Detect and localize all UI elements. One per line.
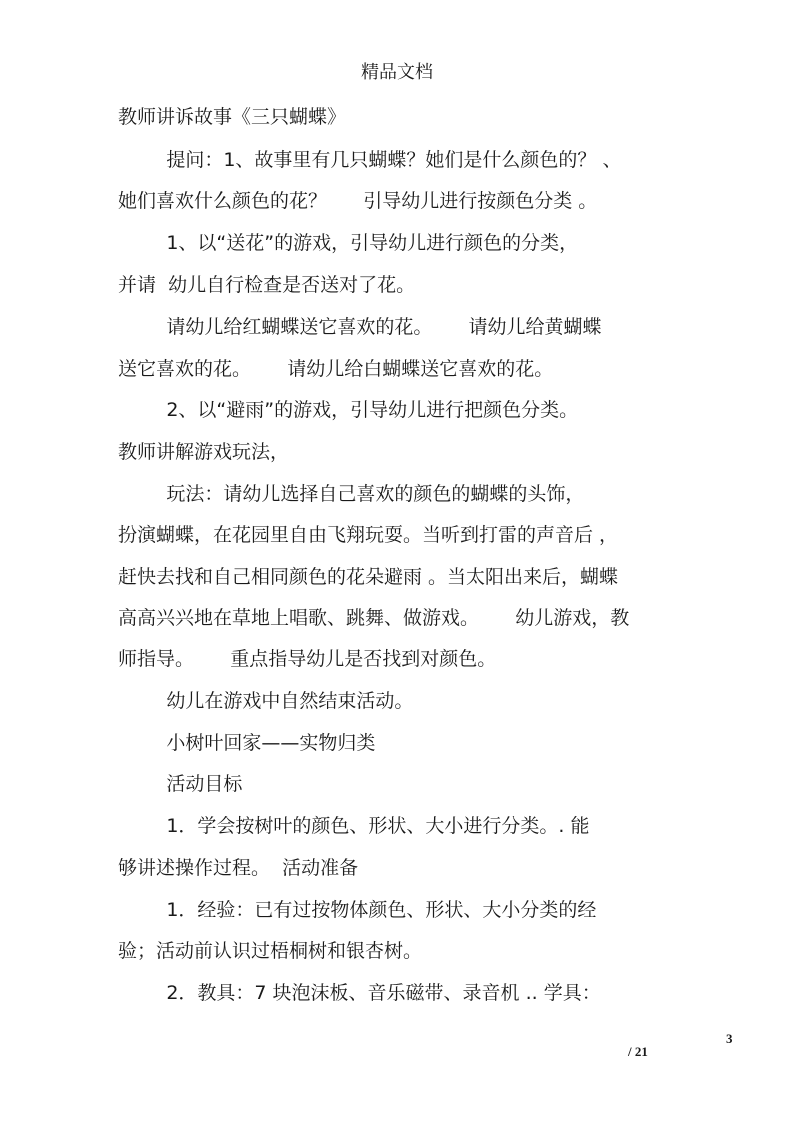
page-number: 3 (726, 1031, 733, 1046)
text-line: 1．经验：已有过按物体颜色、形状、大小分类的经 (118, 899, 597, 921)
text-line: 送它喜欢的花。 请幼儿给白蝴蝶送它喜欢的花。 (118, 358, 554, 380)
text-line: 2．教具：7 块泡沫板、音乐磁带、录音机 .. 学具： (118, 982, 601, 1004)
text-line: 她们喜欢什么颜色的花？ 引导幼儿进行按颜色分类 。 (118, 190, 598, 212)
text-line: 扮演蝴蝶，在花园里自由飞翔玩耍。当听到打雷的声音后 ， (118, 524, 619, 546)
text-line: 提问：1、故事里有几只蝴蝶？她们是什么颜色的？ 、 (118, 149, 622, 171)
text-line: 幼儿在游戏中自然结束活动。 (118, 690, 414, 712)
text-line: 小树叶回家——实物归类 (118, 732, 376, 754)
text-line: 活动目标 (118, 773, 243, 795)
page-total: / 21 (628, 1044, 648, 1059)
text-line: 验；活动前认识过梧桐树和银杏树。 (118, 940, 423, 962)
text-line: 并请 幼儿自行检查是否送对了花。 (118, 274, 416, 296)
text-line: 教师讲诉故事《三只蝴蝶》 (118, 106, 347, 128)
text-line: 请幼儿给红蝴蝶送它喜欢的花。 请幼儿给黄蝴蝶 (118, 316, 602, 338)
text-line: 1、以“送花”的游戏，引导幼儿进行颜色的分类， (118, 232, 579, 254)
text-line: 2、以“避雨”的游戏，引导幼儿进行把颜色分类。 (118, 399, 579, 421)
text-line: 1．学会按树叶的颜色、形状、大小进行分类。. 能 (118, 815, 590, 837)
text-line: 高高兴兴地在草地上唱歌、跳舞、做游戏。 幼儿游戏，教 (118, 607, 630, 629)
text-line: 教师讲解游戏玩法， (118, 441, 290, 463)
document-header: 精品文档 (361, 62, 433, 83)
text-line: 师指导。 重点指导幼儿是否找到对颜色。 (118, 648, 497, 670)
text-line: 玩法：请幼儿选择自己喜欢的颜色的蝴蝶的头饰， (118, 483, 585, 505)
text-line: 够讲述操作过程。 活动准备 (118, 857, 359, 879)
text-line: 赶快去找和自己相同颜色的花朵避雨 。当太阳出来后，蝴蝶 (118, 566, 619, 588)
